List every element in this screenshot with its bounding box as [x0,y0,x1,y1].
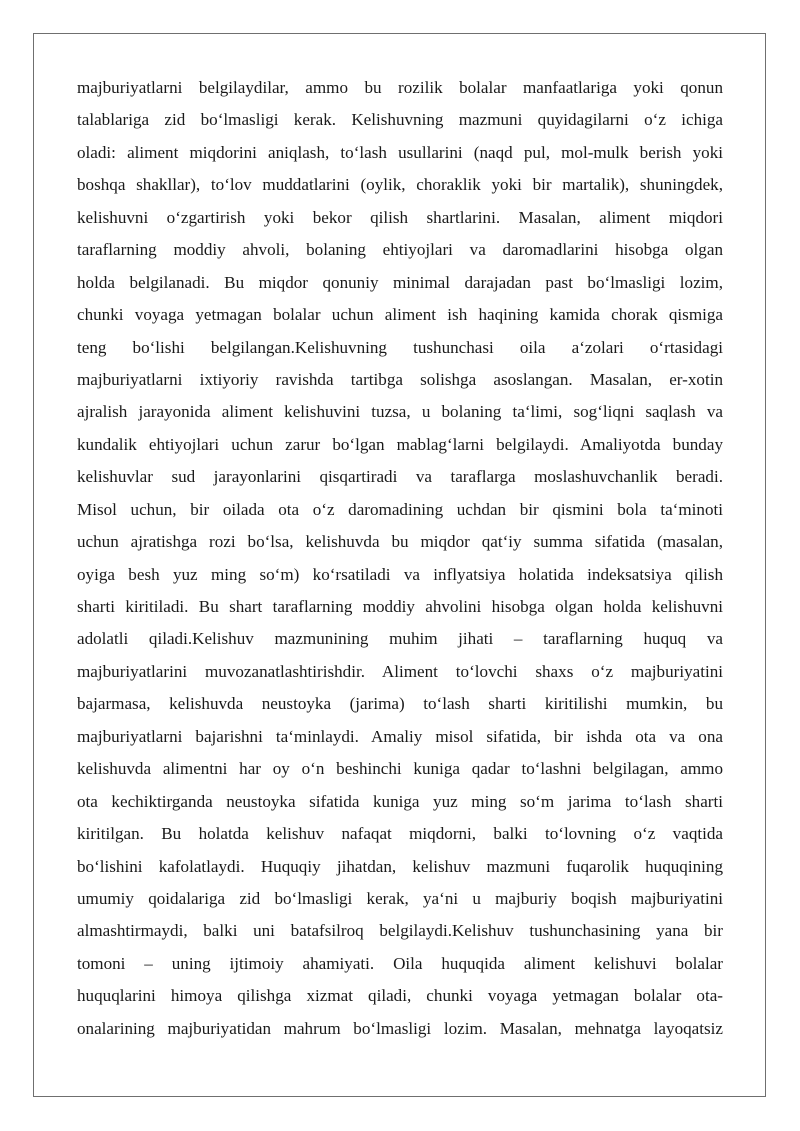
text-line: taraflarning moddiy ahvoli, bolaning ehtiyojlari va daromadlarini hisobga olgan [77,240,723,260]
text-line: kelishuvda alimentni har oy o‘n beshinchi kuniga qadar to‘lashni belgilagan, ammo [77,759,723,779]
text-line: majburiyatlarni belgilaydilar, ammo bu rozilik bolalar manfaatlariga yoki qonun [77,78,723,97]
text-line: oladi: aliment miqdorini aniqlash, to‘lash usullarini (naqd pul, mol-mulk berish yoki [77,142,723,162]
text-line: chunki voyaga yetmagan bolalar uchun aliment ish haqining kamida chorak qismiga [77,305,723,325]
text-line: kelishuvlar sud jarayonlarini qisqartiradi va taraflarga moslashuvchanlik beradi. [77,467,723,487]
text-line: bo‘lishini kafolatlaydi. Huquqiy jihatdan, kelishuv mazmuni fuqarolik huquqining [77,856,723,876]
text-line: ota kechiktirganda neustoyka sifatida kuniga yuz ming so‘m jarima to‘lash sharti [77,791,723,811]
text-line: onalarining majburiyatidan mahrum bo‘lmasligi lozim. Masalan, mehnatga layoqatsiz [77,1018,723,1038]
text-line: majburiyatlarni bajarishni ta‘minlaydi. Amaliy misol sifatida, bir ishda ota va ona [77,726,723,746]
text-line: tomoni – uning ijtimoiy ahamiyati. Oila huquqida aliment kelishuvi bolalar [77,953,723,973]
text-line: ajralish jarayonida aliment kelishuvini tuzsa, u bolaning ta‘limi, sog‘liqni saqlash va [77,402,723,422]
text-line: adolatli qiladi.Kelishuv mazmunining muhim jihati – taraflarning huquq va [77,629,723,649]
text-line: uchun ajratishga rozi bo‘lsa, kelishuvda bu miqdor qat‘iy summa sifatida (masalan, [77,532,723,552]
text-line: kiritilgan. Bu holatda kelishuv nafaqat miqdorni, balki to‘lovning o‘z vaqtida [77,824,723,844]
text-line: sharti kiritiladi. Bu shart taraflarning moddiy ahvolini hisobga olgan holda kelishuvni [77,597,723,616]
text-line: kelishuvni o‘zgartirish yoki bekor qilish shartlarini. Masalan, aliment miqdori [77,207,723,227]
text-line: majburiyatlarni ixtiyoriy ravishda tartibga solishga asoslangan. Masalan, er-xotin [77,369,723,389]
text-line: oyiga besh yuz ming so‘m) ko‘rsatiladi va inflyatsiya holatida indeksatsiya qilish [77,564,723,584]
text-line: huquqlarini himoya qilishga xizmat qiladi, chunki voyaga yetmagan bolalar ota- [77,986,723,1006]
text-line: Misol uchun, bir oilada ota o‘z daromadining uchdan bir qismini bola ta‘minoti [77,499,723,519]
text-line: teng bo‘lishi belgilangan.Kelishuvning tushunchasi oila a‘zolari o‘rtasidagi [77,337,723,357]
text-line: holda belgilanadi. Bu miqdor qonuniy minimal darajadan past bo‘lmasligi lozim, [77,272,723,292]
text-line: almashtirmaydi, balki uni batafsilroq belgilaydi.Kelishuv tushunchasining yana bir [77,921,723,941]
text-line: boshqa shakllar), to‘lov muddatlarini (oylik, choraklik yoki bir martalik), shuningdek, [77,175,723,195]
document-body [77,72,723,1072]
text-line: bajarmasa, kelishuvda neustoyka (jarima) to‘lash sharti kiritilishi mumkin, bu [77,694,723,714]
text-line: umumiy qoidalariga zid bo‘lmasligi kerak, ya‘ni u majburiy boqish majburiyatini [77,888,723,908]
text-line: talablariga zid bo‘lmasligi kerak. Kelishuvning mazmuni quyidagilarni o‘z ichiga [77,110,723,130]
text-line: majburiyatlarini muvozanatlashtirishdir. Aliment to‘lovchi shaxs o‘z majburiyatini [77,661,723,681]
text-line: kundalik ehtiyojlari uchun zarur bo‘lgan mablag‘larni belgilaydi. Amaliyotda bunday [77,434,723,454]
